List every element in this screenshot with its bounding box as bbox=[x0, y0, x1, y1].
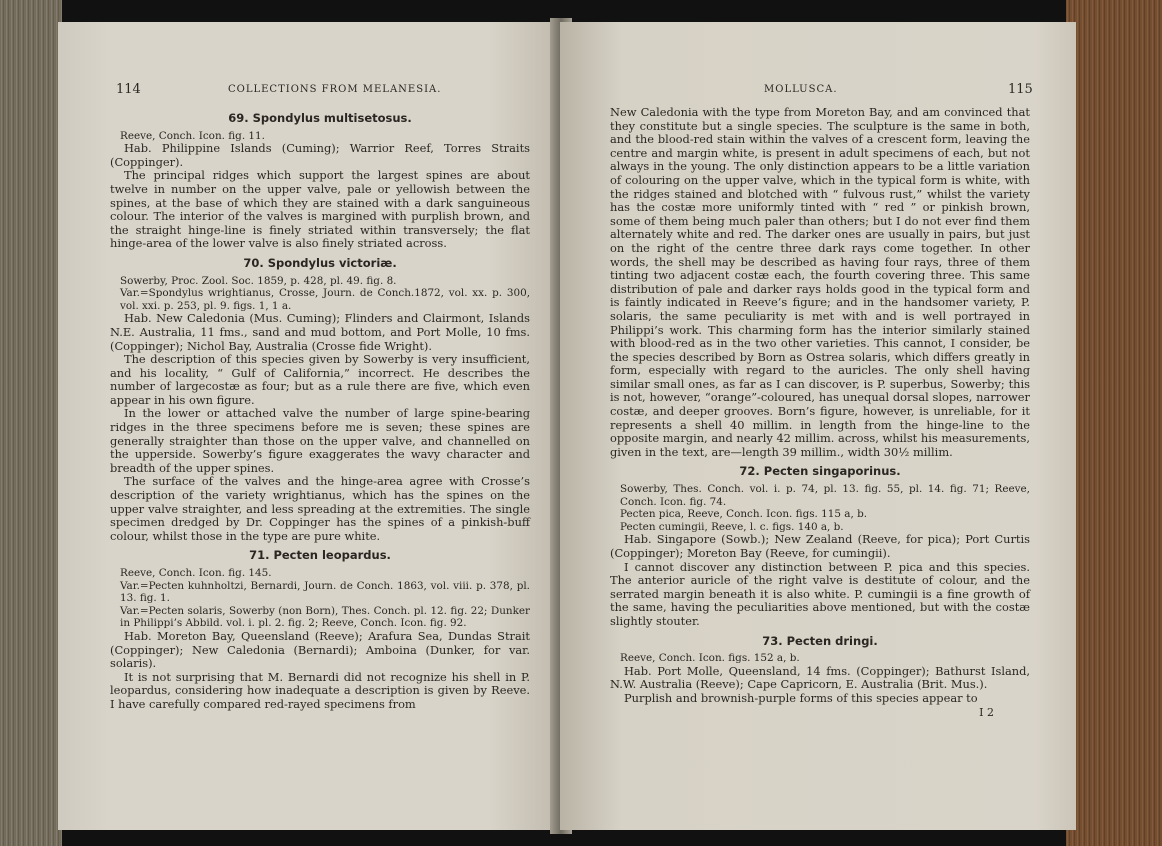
reference-line: Sowerby, Thes. Conch. vol. i. p. 74, pl. 13. fig. 55, pl. 14. fig. 71; Reeve, Conch. Icon. fig. 74. bbox=[620, 483, 1030, 508]
paragraph: Hab. Philippine Islands (Cuming); Warrior Reef, Torres Straits (Coppinger). bbox=[110, 141, 530, 169]
reference-line: Reeve, Conch. Icon. fig. 145. bbox=[120, 567, 272, 579]
paragraph: Hab. Singapore (Sowb.); New Zealand (Reeve, for pica); Port Curtis (Coppinger); Moreton Bay (Reeve, for cumingii). bbox=[610, 532, 1030, 560]
reference-line: Var.=Pecten solaris, Sowerby (non Born), Thes. Conch. pl. 12. fig. 22; Dunker in Philippi’s Abbild. vol. i. pl. 2. fig. 2; Reeve, Conch. Icon. fig. 92. bbox=[120, 604, 530, 630]
species-heading: 73. Pecten dringi. bbox=[762, 633, 878, 648]
left-page-edges bbox=[0, 0, 62, 846]
reference-line: Reeve, Conch. Icon. fig. 11. bbox=[120, 129, 265, 142]
right-page-edges bbox=[1066, 0, 1162, 846]
right-page bbox=[560, 22, 1076, 830]
running-title: COLLECTIONS FROM MELANESIA. bbox=[228, 84, 442, 95]
reference-line: Var.=Pecten kuhnholtzi, Bernardi, Journ. de Conch. 1863, vol. viii. p. 378, pl. 13. fig. 1. bbox=[120, 579, 530, 605]
paragraph: In the lower or attached valve the number of large spine-bearing ridges in the three specimens before me is seven; these spines are generally straighter than those on the upper valve, and channelled on the upperside. Sowerby’s figure exaggerates the wavy character and breadth of the upper spines. bbox=[110, 406, 530, 475]
paragraph: New Caledonia with the type from Moreton Bay, and am convinced that they constitute but a single species. The sculpture is the same in both, and the blood-red stain within the valves of a crescent form, leaving the centre and margin white, is present in adult specimens of each, but not always in the young. The only distinction appears to be a little variation of colouring on the upper valve, which in the typical form is white, with the ridges stained and blotched with “ fulvous rust,” whilst the variety has the costæ more uniformly tinted with “ red ” or pinkish brown, some of them being much paler than others; but I do not ever find them alternately white and red. The darker ones are usually in pairs, but just on the right of the centre three dark rays come together. In other words, the shell may be described as having four rays, three of them tinting two adjacent costæ each, the fourth covering three. This same distribution of pale and darker rays holds good in the typical form and is faintly indicated in Reeve’s figure; and in the handsomer variety, P. solaris, the same peculiarity is met with and is well portrayed in Philippi’s work. This charming form has the interior similarly stained with blood-red as in the two other varieties. This cannot, I consider, be the species described by Born as Ostrea solaris, which differs greatly in form, especially with regard to the auricles. The only shell having similar small ones, as far as I can discover, is P. superbus, Sowerby; this is not, however, “orange”-coloured, has unequal dorsal slopes, narrower costæ, and deeper grooves. Born’s figure, however, is unreliable, for it represents a shell 40 millim. in length from the hinge-line to the opposite margin, and nearly 42 millim. across, whilst his measurements, given in the text, are—length 39 millim., width 30½ millim. bbox=[610, 105, 1030, 459]
reference-line: Reeve, Conch. Icon. figs. 152 a, b. bbox=[620, 652, 800, 665]
species-heading: 70. Spondylus victoriæ. bbox=[243, 255, 397, 270]
page-number: 114 bbox=[116, 82, 141, 97]
paragraph: The principal ridges which support the largest spines are about twelve in number on the upper valve, pale or yellowish between the spines, at the base of which they are stained with a dark sanguineous colour. The interior of the valves is margined with purplish brown, and the straight hinge-line is finely striated within transversely; the flat hinge-area of the lower valve is also finely striated across. bbox=[110, 168, 530, 251]
paragraph: The description of this species given by Sowerby is very insufficient, and his locality, “ Gulf of California,” incorrect. He describes the number of largecostæ as four; but as a rule there are five, which even appear in his own figure. bbox=[110, 352, 530, 407]
text-column bbox=[610, 106, 1030, 719]
reference-line: Pecten pica, Reeve, Conch. Icon. figs. 115 a, b. bbox=[620, 508, 868, 521]
paragraph: It is not surprising that M. Bernardi did not recognize his shell in P. leopardus, considering how inadequate a description is given by Reeve. I have carefully compared red-rayed specimens from bbox=[110, 669, 530, 711]
species-heading: 71. Pecten leopardus. bbox=[249, 548, 391, 563]
page-number: 115 bbox=[1008, 82, 1033, 97]
paragraph: The surface of the valves and the hinge-area agree with Crosse’s description of the variety wrightianus, which has the spines on the upper valve straighter, and less spreading at the extremities. The single specimen dredged by Dr. Coppinger has the spines of a pinkish-buff colour, whilst those in the type are pure white. bbox=[110, 474, 530, 543]
paragraph: I cannot discover any distinction between P. pica and this species. The anterior auricle of the right valve is destitute of colour, and the serrated margin beneath it is also white. P. cumingii is a fine growth of the same, having the peculiarities above mentioned, but with the costæ slightly stouter. bbox=[610, 559, 1030, 628]
text-column bbox=[110, 106, 530, 712]
paragraph: Hab. Moreton Bay, Queensland (Reeve); Arafura Sea, Dundas Strait (Coppinger); New Caledonia (Bernardi); Amboina (Dunker, for var. solaris). bbox=[110, 628, 530, 671]
signature-mark: I 2 bbox=[979, 705, 994, 719]
paragraph: Hab. New Caledonia (Mus. Cuming); Flinders and Clairmont, Islands N.E. Australia, 11 fms., sand and mud bottom, and Port Molle, 10 fms. (Coppinger); Nichol Bay, Australia (Crosse fide Wright). bbox=[110, 311, 530, 353]
paragraph: Purplish and brownish-purple forms of this species appear to bbox=[624, 690, 978, 705]
left-page bbox=[58, 22, 564, 830]
reference-line: Var.=Spondylus wrightianus, Crosse, Journ. de Conch.1872, vol. xx. p. 300, vol. xxi. p. 253, pl. 9. figs. 1, 1 a. bbox=[120, 287, 530, 312]
species-heading: 69. Spondylus multisetosus. bbox=[228, 111, 412, 125]
reference-line: Pecten cumingii, Reeve, l. c. figs. 140 a, b. bbox=[620, 520, 844, 533]
reference-line: Sowerby, Proc. Zool. Soc. 1859, p. 428, pl. 49. fig. 8. bbox=[120, 274, 397, 287]
species-heading: 72. Pecten singaporinus. bbox=[739, 464, 901, 479]
paragraph: Hab. Port Molle, Queensland, 14 fms. (Coppinger); Bathurst Island, N.W. Australia (Reeve); Cape Capricorn, E. Australia (Brit. Mus.). bbox=[610, 663, 1030, 692]
running-title: MOLLUSCA. bbox=[764, 84, 838, 95]
